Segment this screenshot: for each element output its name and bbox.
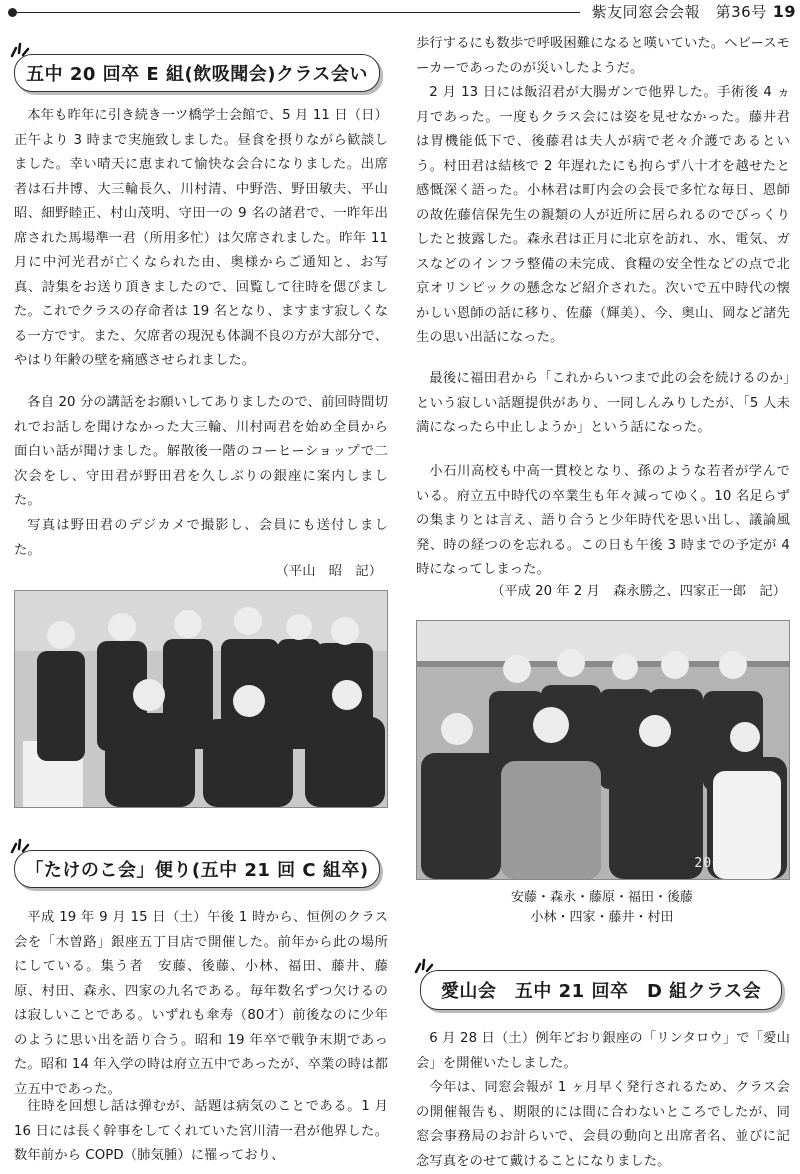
- takenoko-paragraph-2: 往時を回想し話は弾むが、話題は病気のことである。1 月 16 日には長く幹事をしてくれていた宮川清一君が他界した。数年前から COPD（肺気腫）に罹っており、: [14, 1099, 388, 1164]
- takenoko-continued-1: 歩行するにも数歩で呼吸困難になると嘆いていた。ヘビースモーカーであったのが災いしたようだ。: [416, 36, 790, 76]
- e-class-signature: （平山 昭 記）: [275, 564, 382, 579]
- publication-name: 紫友同窓会会報 第36号: [591, 3, 767, 21]
- takenoko-signature: （平成 20 年 2 月 森永勝之、四家正一郎 記）: [491, 584, 786, 599]
- photo-date-stamp: 2007 9 15: [694, 856, 779, 871]
- takenoko-continued-2: 2 月 13 日には飯沼君が大腸ガンで他界した。手術後 4 ヵ月であった。一度もクラス会には姿を見せなかった。藤井君は胃機能低下で、後藤君は夫人が病で老々介護であるという。村田君は結核で 2 年遅れたにも拘らず八十才を越せたと感慨深く語った。小林君は町内会の会長で多忙な毎日、恩師の故佐藤信保先生の親類の人が近所に居られるのでびっくりしたと披露した。森永君は正月に北京を訪れ、水、電気、ガスなどのインフラ整備の未完成、食糧の安全性などの点で北京オリンピックの懸念など紹介された。次いで五中時代の懐かしい恩師の話に移り、佐藤（輝美）、今、奥山、岡など諸先生の思い出話になった。: [416, 85, 790, 346]
- photo-caption-line-1: 安藤・森永・藤原・福田・後藤: [510, 890, 693, 905]
- takenoko-continued-4: 小石川高校も中高一貫校となり、孫のような若者が学んでいる。府立五中時代の卒業生も年々減ってゆく。10 名足らずの集まりとは言え、語り合うと少年時代を思い出し、議論風発、時の経つのを忘れる。この日も午後 3 時までの予定が 4 時になってしまった。: [416, 464, 790, 578]
- aizan-paragraph-1: 6 月 28 日（土）例年どおり銀座の「リンタロウ」で「愛山会」を開催いたしました。: [416, 1031, 790, 1071]
- e-class-group-photo: [14, 590, 388, 808]
- header-rule: [14, 12, 580, 13]
- article-title-e-class: 五中 20 回卒 E 組(飲吸聞会)クラス会い: [14, 54, 380, 92]
- article-title-aizan: 愛山会 五中 21 回卒 D 組クラス会: [420, 970, 782, 1010]
- aizan-paragraph-2: 今年は、同窓会報が 1 ヶ月早く発行されるため、クラス会の開催報告も、期限的には間に合わないところでしたが、同窓会事務局のお計らいで、会員の動向と出席者名、並びに記念写真をのせて戴けることになりました。: [416, 1080, 790, 1169]
- takenoko-group-photo: [416, 620, 790, 880]
- page-number: 19: [772, 2, 796, 21]
- e-class-paragraph-2: 各自 20 分の講話をお願いしてありましたので、前回時間切れでお話しを聞けなかった大三輪、川村両君を始め全員から面白い話が聞けました。解散後一階のコーヒーショップで二次会をし、守田君が野田君を久しぶりの銀座に案内しました。: [14, 395, 388, 509]
- takenoko-continued-3: 最後に福田君から「これからいつまで此の会を続けるのか」という寂しい話題提供があり、一同しんみりしたが、「5 人未満になったら中止しようか」という話になった。: [416, 371, 790, 436]
- article-title-takenoko: 「たけのこ会」便り(五中 21 回 C 組卒): [14, 850, 380, 888]
- e-class-paragraph-1: 本年も昨年に引き続き一ツ橋学士会館で、5 月 11 日（日）正午より 3 時まで実施致しました。昼食を摂りながら歓談しました。幸い晴天に恵まれて愉快な会合になりました。出席者は石井博、大三輪長久、川村清、中野浩、野田敏夫、平山昭、細野睦正、村山茂明、守田一の 9 名の諸君で、一昨年出席された馬場準一君（所用多忙）は欠席されました。昨年 11 月に中河光君が亡くなられた由、奥様からご通知と、お写真、詩集をお送り頂きましたので、回覧して往時を偲びました。これでクラスの存命者は 19 名となり、ますます寂しくなる一方です。また、欠席者の現況も体調不良の方が大部分で、やはり年齢の壁を痛感させられました。: [14, 108, 388, 369]
- photo-caption-line-2: 小林・四家・藤井・村田: [530, 910, 674, 925]
- e-class-paragraph-3: 写真は野田君のデジカメで撮影し、会員にも送付しました。: [14, 518, 388, 558]
- group-photo-illustration: [15, 591, 387, 807]
- takenoko-paragraph-1: 平成 19 年 9 月 15 日（土）午後 1 時から、恒例のクラス会を「木曽路」銀座五丁目店で開催した。前年から此の場所にしている。集う者 安藤、後藤、小林、福田、藤井、藤原、村田、森永、四家の九名である。毎年数名ずつ欠けるのは寂しいことである。いずれも傘寿（80才）前後なのに少年のように思い出を語り合う。昭和 19 年卒で戦争末期であった。昭和 14 年入学の時は府立五中であったが、卒業の時は都立五中であった。: [14, 910, 388, 1097]
- page-header: [586, 1, 796, 22]
- group-photo-illustration: [417, 621, 789, 879]
